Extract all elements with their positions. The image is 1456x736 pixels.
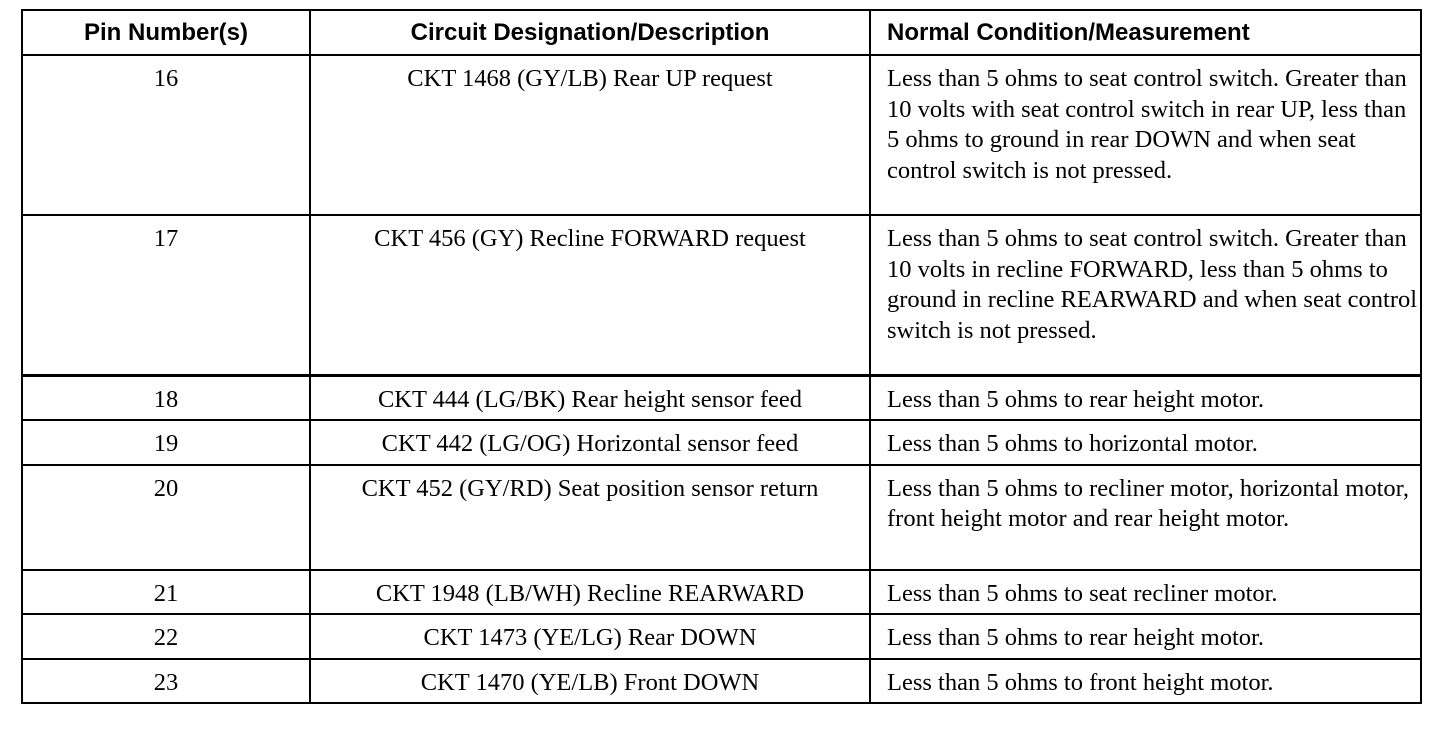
table-row (22, 570, 1421, 615)
pin-number-cell: 18 (22, 375, 310, 420)
pin-number-cell: 23 (22, 659, 310, 704)
circuit-description-cell: CKT 1948 (LB/WH) Recline REARWARD (310, 570, 870, 615)
header-circuit-description: Circuit Designation/Description (310, 10, 870, 55)
condition-cell: Less than 5 ohms to front height motor. (870, 659, 1421, 704)
pin-number-cell: 22 (22, 614, 310, 659)
condition-cell: Less than 5 ohms to seat control switch. Greater than 10 volts in recline FORWARD, less than 5 ohms to ground in recline REARWARD and when seat control switch is not pressed. (870, 215, 1421, 375)
circuit-description-cell: CKT 1473 (YE/LG) Rear DOWN (310, 614, 870, 659)
pin-number-cell: 21 (22, 570, 310, 615)
circuit-description-cell: CKT 1468 (GY/LB) Rear UP request (310, 55, 870, 215)
header-pin-number: Pin Number(s) (22, 10, 310, 55)
header-row (22, 10, 1421, 55)
pin-number-cell: 20 (22, 465, 310, 570)
circuit-description-cell: CKT 444 (LG/BK) Rear height sensor feed (310, 375, 870, 420)
condition-cell: Less than 5 ohms to horizontal motor. (870, 420, 1421, 465)
table-row (22, 659, 1421, 704)
header-normal-condition: Normal Condition/Measurement (870, 10, 1421, 55)
table-row (22, 465, 1421, 570)
condition-cell: Less than 5 ohms to rear height motor. (870, 375, 1421, 420)
table-row (22, 215, 1421, 375)
condition-cell: Less than 5 ohms to seat control switch. Greater than 10 volts with seat control switch in rear UP, less than 5 ohms to ground in rear DOWN and when seat control switch is not pressed. (870, 55, 1421, 215)
pin-table (21, 9, 1422, 704)
condition-cell: Less than 5 ohms to seat recliner motor. (870, 570, 1421, 615)
table-row (22, 375, 1421, 420)
pin-number-cell: 19 (22, 420, 310, 465)
condition-cell: Less than 5 ohms to recliner motor, horizontal motor, front height motor and rear height motor. (870, 465, 1421, 570)
table-row (22, 55, 1421, 215)
table-row (22, 614, 1421, 659)
circuit-description-cell: CKT 442 (LG/OG) Horizontal sensor feed (310, 420, 870, 465)
condition-cell: Less than 5 ohms to rear height motor. (870, 614, 1421, 659)
circuit-description-cell: CKT 456 (GY) Recline FORWARD request (310, 215, 870, 375)
circuit-description-cell: CKT 1470 (YE/LB) Front DOWN (310, 659, 870, 704)
pin-number-cell: 17 (22, 215, 310, 375)
table-row (22, 420, 1421, 465)
pin-number-cell: 16 (22, 55, 310, 215)
circuit-description-cell: CKT 452 (GY/RD) Seat position sensor return (310, 465, 870, 570)
